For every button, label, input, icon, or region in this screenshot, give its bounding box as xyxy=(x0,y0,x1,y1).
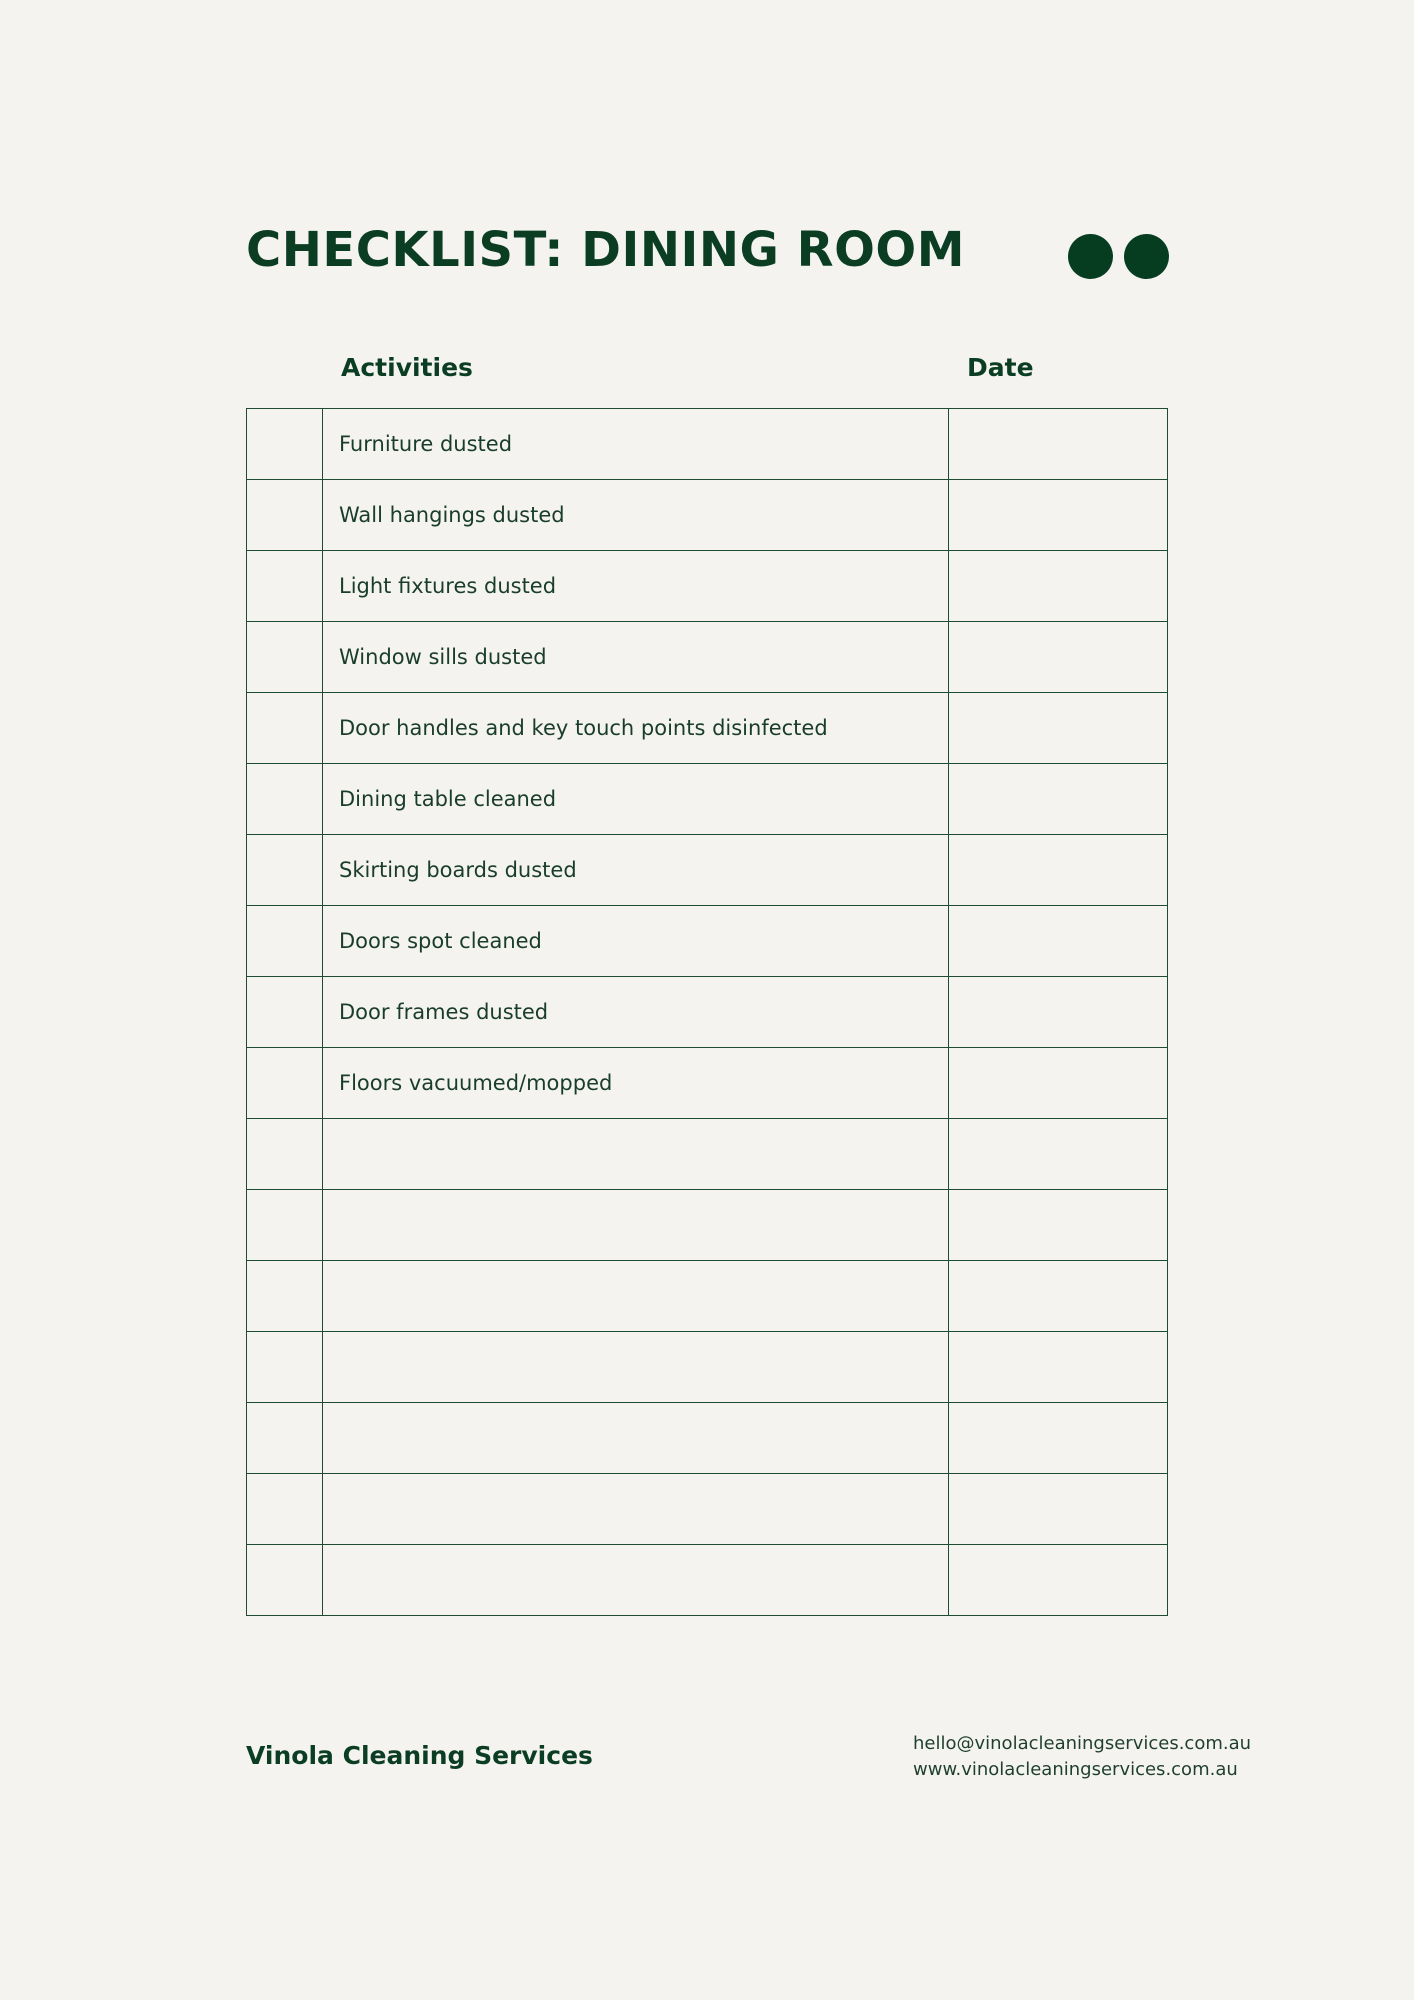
table-row xyxy=(247,835,1168,906)
date-cell[interactable] xyxy=(949,906,1168,977)
checkbox-cell[interactable] xyxy=(247,906,323,977)
checkbox-cell[interactable] xyxy=(247,622,323,693)
activity-cell: Doors spot cleaned xyxy=(323,906,949,977)
checkbox-cell[interactable] xyxy=(247,693,323,764)
activity-cell: Window sills dusted xyxy=(323,622,949,693)
table-row xyxy=(247,764,1168,835)
checkbox-cell[interactable] xyxy=(247,977,323,1048)
checkbox-cell[interactable] xyxy=(247,1119,323,1190)
activity-cell: Door handles and key touch points disinfected xyxy=(323,693,949,764)
date-cell[interactable] xyxy=(949,1261,1168,1332)
date-cell[interactable] xyxy=(949,1474,1168,1545)
circle-icon xyxy=(1068,234,1113,279)
activity-cell xyxy=(323,1261,949,1332)
date-cell[interactable] xyxy=(949,1403,1168,1474)
table-row xyxy=(247,1403,1168,1474)
activity-cell: Wall hangings dusted xyxy=(323,480,949,551)
checkbox-cell[interactable] xyxy=(247,1474,323,1545)
company-name: Vinola Cleaning Services xyxy=(246,1741,593,1770)
circle-icon xyxy=(1124,234,1169,279)
checkbox-cell[interactable] xyxy=(247,764,323,835)
date-cell[interactable] xyxy=(949,977,1168,1048)
contact-info xyxy=(913,1731,1251,1783)
checkbox-cell[interactable] xyxy=(247,835,323,906)
date-cell[interactable] xyxy=(949,622,1168,693)
table-row xyxy=(247,1332,1168,1403)
table-row xyxy=(247,1545,1168,1616)
date-cell[interactable] xyxy=(949,1190,1168,1261)
activity-cell: Light fixtures dusted xyxy=(323,551,949,622)
date-cell[interactable] xyxy=(949,1332,1168,1403)
date-cell[interactable] xyxy=(949,551,1168,622)
table-row xyxy=(247,693,1168,764)
checkbox-cell[interactable] xyxy=(247,1403,323,1474)
date-column-header: Date xyxy=(967,353,1034,382)
activity-cell xyxy=(323,1474,949,1545)
table-row xyxy=(247,1119,1168,1190)
activity-cell xyxy=(323,1403,949,1474)
date-cell[interactable] xyxy=(949,1545,1168,1616)
checkbox-cell[interactable] xyxy=(247,1261,323,1332)
checkbox-cell[interactable] xyxy=(247,409,323,480)
date-cell[interactable] xyxy=(949,764,1168,835)
table-row xyxy=(247,622,1168,693)
checkbox-cell[interactable] xyxy=(247,551,323,622)
activity-cell xyxy=(323,1545,949,1616)
date-cell[interactable] xyxy=(949,1119,1168,1190)
table-row xyxy=(247,480,1168,551)
checkbox-cell[interactable] xyxy=(247,1332,323,1403)
activity-cell: Skirting boards dusted xyxy=(323,835,949,906)
checkbox-cell[interactable] xyxy=(247,1048,323,1119)
activity-cell: Floors vacuumed/mopped xyxy=(323,1048,949,1119)
date-cell[interactable] xyxy=(949,835,1168,906)
activity-cell: Furniture dusted xyxy=(323,409,949,480)
decorative-dots xyxy=(1068,234,1169,279)
checkbox-cell[interactable] xyxy=(247,1545,323,1616)
date-cell[interactable] xyxy=(949,409,1168,480)
activity-cell xyxy=(323,1119,949,1190)
table-row xyxy=(247,906,1168,977)
table-row xyxy=(247,977,1168,1048)
activity-cell: Dining table cleaned xyxy=(323,764,949,835)
contact-website: www.vinolacleaningservices.com.au xyxy=(913,1759,1238,1780)
date-cell[interactable] xyxy=(949,480,1168,551)
page-title: CHECKLIST: DINING ROOM xyxy=(246,222,965,278)
table-row xyxy=(247,409,1168,480)
date-cell[interactable] xyxy=(949,693,1168,764)
table-row xyxy=(247,551,1168,622)
contact-email: hello@vinolacleaningservices.com.au xyxy=(913,1733,1252,1754)
activity-cell: Door frames dusted xyxy=(323,977,949,1048)
checklist-table xyxy=(246,408,1168,1616)
table-row xyxy=(247,1261,1168,1332)
table-row xyxy=(247,1190,1168,1261)
activity-cell xyxy=(323,1190,949,1261)
table-row xyxy=(247,1474,1168,1545)
activities-column-header: Activities xyxy=(341,353,473,382)
checkbox-cell[interactable] xyxy=(247,480,323,551)
checkbox-cell[interactable] xyxy=(247,1190,323,1261)
activity-cell xyxy=(323,1332,949,1403)
table-row xyxy=(247,1048,1168,1119)
date-cell[interactable] xyxy=(949,1048,1168,1119)
